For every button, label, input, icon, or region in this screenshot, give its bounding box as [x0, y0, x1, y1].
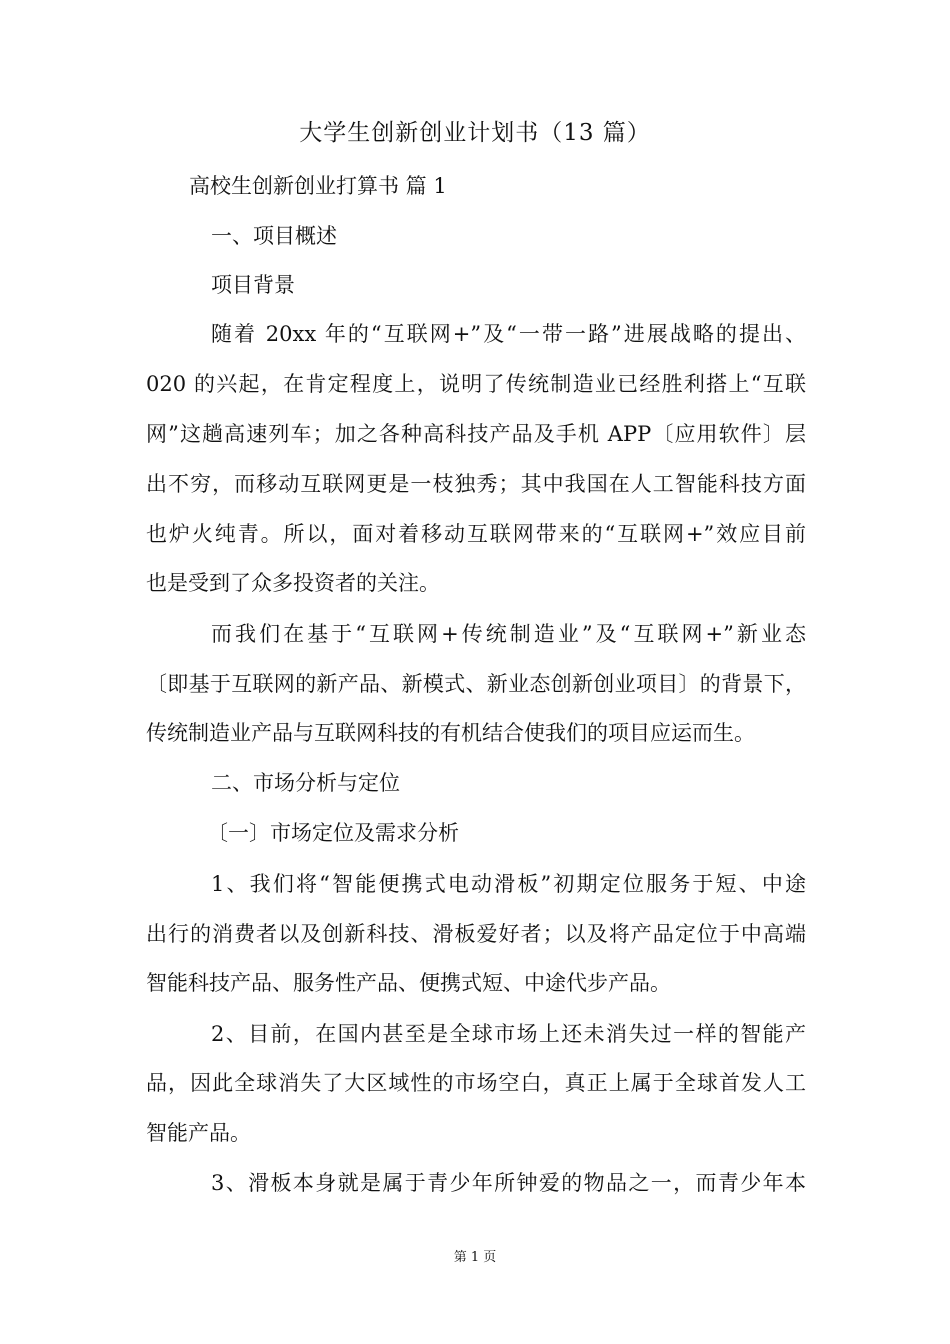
paragraph-line: 网”这趟高速列车；加之各种高科技产品及手机 APP〔应用软件〕层 [146, 422, 806, 446]
paragraph-line: 而我们在基于“互联网+传统制造业”及“互联网+”新业态 [211, 622, 806, 646]
paragraph-line: 也是受到了众多投资者的关注。 [146, 571, 440, 595]
list-item-line: 1、我们将“智能便携式电动滑板”初期定位服务于短、中途 [211, 872, 806, 896]
section-heading-overview: 一、项目概述 [211, 224, 337, 248]
page-number: 第 1 页 [453, 1250, 497, 1265]
paragraph-line: 传统制造业产品与互联网科技的有机结合使我们的项目应运而生。 [146, 721, 755, 745]
piece-heading: 高校生创新创业打算书 篇 1 [189, 174, 447, 198]
list-item-line: 出行的消费者以及创新科技、滑板爱好者；以及将产品定位于中高端 [146, 922, 806, 946]
list-item-line: 智能产品。 [146, 1121, 251, 1145]
document-title: 大学生创新创业计划书（13 篇） [299, 120, 651, 146]
paragraph-line: 也炉火纯青。所以，面对着移动互联网带来的“互联网+”效应目前 [146, 522, 806, 546]
subsection-heading-market: 〔一〕市场定位及需求分析 [207, 821, 459, 845]
paragraph-line: 随着 20xx 年的“互联网+”及“一带一路”进展战略的提出、 [211, 322, 806, 346]
list-item-line: 3、滑板本身就是属于青少年所钟爱的物品之一，而青少年本 [211, 1171, 806, 1195]
paragraph-line: 〔即基于互联网的新产品、新模式、新业态创新创业项目〕的背景下， [146, 672, 806, 696]
list-item-line: 智能科技产品、服务性产品、便携式短、中途代步产品。 [146, 971, 671, 995]
section-heading-market: 二、市场分析与定位 [211, 771, 400, 795]
paragraph-line: 出不穷，而移动互联网更是一枝独秀；其中我国在人工智能科技方面 [146, 472, 806, 496]
subsection-heading-background: 项目背景 [211, 273, 295, 297]
list-item-line: 2、目前，在国内甚至是全球市场上还未消失过一样的智能产 [211, 1022, 806, 1046]
paragraph-line: 020 的兴起，在肯定程度上，说明了传统制造业已经胜利搭上“互联 [146, 372, 806, 396]
list-item-line: 品，因此全球消失了大区域性的市场空白，真正上属于全球首发人工 [146, 1071, 806, 1095]
